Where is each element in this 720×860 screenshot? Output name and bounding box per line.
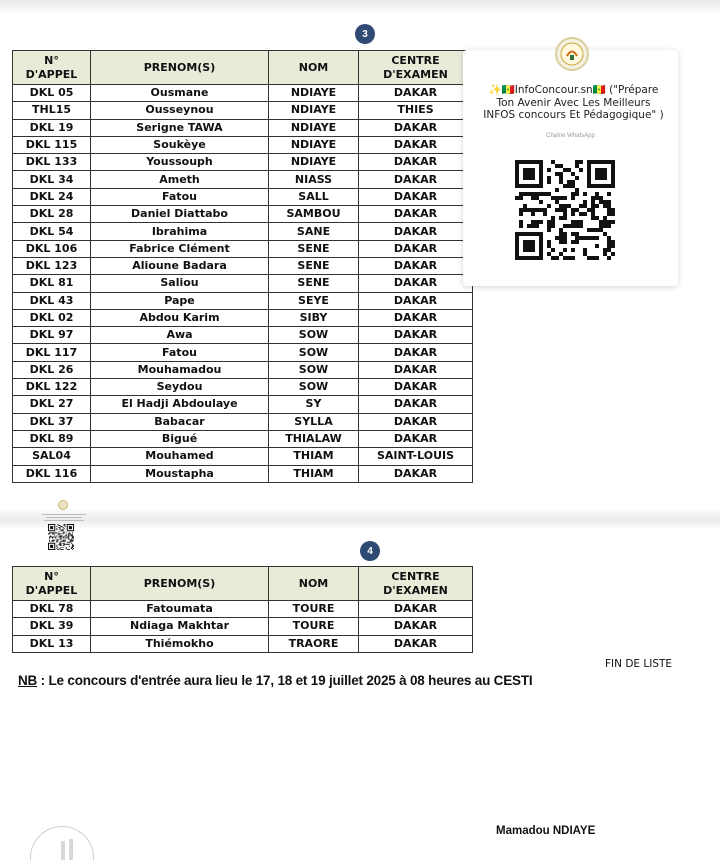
cell-nom: TRAORE: [269, 635, 359, 652]
cell-prenom: Soukèye: [91, 136, 269, 153]
table-row: [13, 344, 473, 361]
table-row: [13, 171, 473, 188]
cell-centre: DAKAR: [359, 635, 473, 652]
cell-centre: DAKAR: [359, 379, 473, 396]
table-row: [13, 309, 473, 326]
table-row: [13, 618, 473, 635]
cell-prenom: Awa: [91, 327, 269, 344]
nb-text: : Le concours d'entrée aura lieu le 17, 18 et 19 juillet 2025 à 08 heures au CESTI: [37, 673, 533, 688]
cell-nom: SENE: [269, 275, 359, 292]
cell-nom: THIALAW: [269, 430, 359, 447]
header-nom: NOM: [269, 51, 359, 85]
cell-appel: DKL 39: [13, 618, 91, 635]
table-body-page4: [13, 601, 473, 653]
table-row: [13, 275, 473, 292]
end-of-list-label: FIN DE LISTE: [605, 658, 673, 670]
cell-prenom: Fabrice Clément: [91, 240, 269, 257]
table-row: [13, 413, 473, 430]
cell-nom: SY: [269, 396, 359, 413]
cell-prenom: Abdou Karim: [91, 309, 269, 326]
cell-appel: DKL 05: [13, 85, 91, 102]
official-stamp-icon: [30, 826, 94, 860]
mini-text-line: [42, 514, 86, 515]
cell-centre: DAKAR: [359, 465, 473, 482]
signature-name: Mamadou NDIAYE: [496, 825, 596, 837]
cell-appel: DKL 115: [13, 136, 91, 153]
mini-promo-card: [38, 500, 90, 550]
header-centre: [359, 51, 473, 85]
page-separator: [0, 508, 720, 530]
cell-appel: DKL 78: [13, 601, 91, 618]
cell-nom: SOW: [269, 327, 359, 344]
mini-text-line: [44, 520, 84, 521]
candidates-table-page4: [12, 566, 473, 653]
cell-appel: DKL 02: [13, 309, 91, 326]
cell-centre: DAKAR: [359, 206, 473, 223]
cell-centre: THIES: [359, 102, 473, 119]
header-appel-line2: D'APPEL: [25, 67, 78, 81]
cell-centre: DAKAR: [359, 240, 473, 257]
cell-prenom: Fatou: [91, 188, 269, 205]
cell-prenom: Saliou: [91, 275, 269, 292]
cell-appel: SAL04: [13, 448, 91, 465]
cell-nom: SAMBOU: [269, 206, 359, 223]
cell-prenom: Moustapha: [91, 465, 269, 482]
table-row: [13, 465, 473, 482]
cell-nom: SYLLA: [269, 413, 359, 430]
cell-nom: SANE: [269, 223, 359, 240]
table-row: [13, 257, 473, 274]
promo-line-2: Ton Avenir Avec Les Meilleurs: [496, 96, 651, 109]
cell-nom: SALL: [269, 188, 359, 205]
cell-centre: DAKAR: [359, 601, 473, 618]
stamp-mark: [69, 839, 73, 860]
cell-nom: THIAM: [269, 448, 359, 465]
cell-centre: DAKAR: [359, 223, 473, 240]
cell-prenom: Thiémokho: [91, 635, 269, 652]
cell-nom: THIAM: [269, 465, 359, 482]
cell-appel: DKL 54: [13, 223, 91, 240]
header-centre: [359, 567, 473, 601]
table-row: [13, 361, 473, 378]
cell-centre: DAKAR: [359, 154, 473, 171]
cell-appel: DKL 123: [13, 257, 91, 274]
cell-nom: NDIAYE: [269, 102, 359, 119]
cell-prenom: Alioune Badara: [91, 257, 269, 274]
table-row: [13, 379, 473, 396]
cell-nom: SOW: [269, 379, 359, 396]
cell-centre: DAKAR: [359, 361, 473, 378]
cell-appel: DKL 106: [13, 240, 91, 257]
table-row: [13, 635, 473, 652]
cell-nom: NDIAYE: [269, 119, 359, 136]
header-centre-line1: CENTRE: [391, 53, 440, 67]
header-nom: NOM: [269, 567, 359, 601]
header-prenom: PRENOM(S): [91, 567, 269, 601]
header-appel-line2: D'APPEL: [25, 583, 78, 597]
cell-prenom: Ameth: [91, 171, 269, 188]
table-row: [13, 85, 473, 102]
exam-date-note: [18, 673, 532, 688]
cell-appel: DKL 19: [13, 119, 91, 136]
cell-prenom: Pape: [91, 292, 269, 309]
cell-appel: DKL 89: [13, 430, 91, 447]
cell-nom: SIBY: [269, 309, 359, 326]
cell-prenom: Ndiaga Makhtar: [91, 618, 269, 635]
cell-centre: DAKAR: [359, 618, 473, 635]
page-number-3: 3: [362, 28, 368, 40]
infoconcours-logo-icon: [555, 37, 589, 71]
cell-centre: SAINT-LOUIS: [359, 448, 473, 465]
cell-appel: DKL 26: [13, 361, 91, 378]
whatsapp-qr-code-icon[interactable]: [515, 160, 615, 260]
cell-prenom: Fatou: [91, 344, 269, 361]
table-header-row: [13, 51, 473, 85]
cell-nom: TOURE: [269, 601, 359, 618]
cell-prenom: Serigne TAWA: [91, 119, 269, 136]
cell-appel: DKL 116: [13, 465, 91, 482]
header-prenom: PRENOM(S): [91, 51, 269, 85]
cell-appel: DKL 133: [13, 154, 91, 171]
table-body-page3: [13, 85, 473, 483]
cell-centre: DAKAR: [359, 344, 473, 361]
mini-logo-icon: [58, 500, 68, 510]
page-number-4: 4: [367, 545, 373, 557]
stamp-mark: [61, 841, 65, 860]
header-centre-line2: D'EXAMEN: [383, 583, 448, 597]
cell-appel: THL15: [13, 102, 91, 119]
table-row: [13, 154, 473, 171]
table-header-row: [13, 567, 473, 601]
cell-centre: DAKAR: [359, 309, 473, 326]
table-row: [13, 119, 473, 136]
promo-line-1: ✨🇸🇳InfoConcour.sn🇸🇳 ("Prépare: [488, 84, 659, 96]
cell-centre: DAKAR: [359, 85, 473, 102]
header-appel: [13, 51, 91, 85]
nb-label: NB: [18, 673, 38, 688]
cell-prenom: Bigué: [91, 430, 269, 447]
header-centre-line2: D'EXAMEN: [383, 67, 448, 81]
cell-prenom: Ousseynou: [91, 102, 269, 119]
cell-centre: DAKAR: [359, 171, 473, 188]
cell-nom: SOW: [269, 344, 359, 361]
table-row: [13, 223, 473, 240]
table-row: [13, 240, 473, 257]
cell-prenom: Ousmane: [91, 85, 269, 102]
cell-nom: NDIAYE: [269, 136, 359, 153]
page-number-badge-4: [360, 541, 380, 561]
cell-nom: SENE: [269, 257, 359, 274]
header-appel-line1: N°: [44, 569, 59, 583]
cell-prenom: Daniel Diattabo: [91, 206, 269, 223]
cell-centre: DAKAR: [359, 188, 473, 205]
cell-centre: DAKAR: [359, 430, 473, 447]
cell-appel: DKL 97: [13, 327, 91, 344]
cell-appel: DKL 43: [13, 292, 91, 309]
cell-prenom: El Hadji Abdoulaye: [91, 396, 269, 413]
table-row: [13, 601, 473, 618]
cell-prenom: Ibrahima: [91, 223, 269, 240]
table-row: [13, 136, 473, 153]
table-row: [13, 102, 473, 119]
cell-nom: SEYE: [269, 292, 359, 309]
candidates-table-page3: [12, 50, 473, 483]
promo-text: [471, 84, 676, 122]
table-row: [13, 206, 473, 223]
cell-centre: DAKAR: [359, 136, 473, 153]
table-row: [13, 292, 473, 309]
cell-centre: DAKAR: [359, 292, 473, 309]
cell-nom: SENE: [269, 240, 359, 257]
cell-appel: DKL 13: [13, 635, 91, 652]
header-centre-line1: CENTRE: [391, 569, 440, 583]
page-top-shadow: [0, 0, 720, 14]
cell-appel: DKL 37: [13, 413, 91, 430]
cell-nom: TOURE: [269, 618, 359, 635]
header-appel: [13, 567, 91, 601]
cell-appel: DKL 34: [13, 171, 91, 188]
cell-nom: NIASS: [269, 171, 359, 188]
table-row: [13, 430, 473, 447]
promo-line-3: INFOS concours Et Pédagogique" ): [483, 109, 664, 121]
table-row: [13, 448, 473, 465]
table-row: [13, 396, 473, 413]
cell-prenom: Mouhamed: [91, 448, 269, 465]
cell-nom: NDIAYE: [269, 154, 359, 171]
cell-prenom: Babacar: [91, 413, 269, 430]
promo-subtitle: Chaîne WhatsApp: [546, 133, 595, 139]
cell-prenom: Mouhamadou: [91, 361, 269, 378]
cell-appel: DKL 117: [13, 344, 91, 361]
cell-centre: DAKAR: [359, 327, 473, 344]
cell-appel: DKL 27: [13, 396, 91, 413]
cell-centre: DAKAR: [359, 119, 473, 136]
cell-appel: DKL 24: [13, 188, 91, 205]
cell-appel: DKL 28: [13, 206, 91, 223]
cell-centre: DAKAR: [359, 275, 473, 292]
cell-centre: DAKAR: [359, 396, 473, 413]
cell-appel: DKL 122: [13, 379, 91, 396]
cell-centre: DAKAR: [359, 257, 473, 274]
cell-prenom: Seydou: [91, 379, 269, 396]
header-appel-line1: N°: [44, 53, 59, 67]
cell-nom: SOW: [269, 361, 359, 378]
cell-prenom: Youssouph: [91, 154, 269, 171]
page-number-badge-3: [355, 24, 375, 44]
cell-prenom: Fatoumata: [91, 601, 269, 618]
cell-appel: DKL 81: [13, 275, 91, 292]
mini-qr-code-icon: [48, 524, 74, 550]
promo-card[interactable]: [463, 50, 678, 286]
table-row: [13, 188, 473, 205]
cell-centre: DAKAR: [359, 413, 473, 430]
cell-nom: NDIAYE: [269, 85, 359, 102]
table-row: [13, 327, 473, 344]
mini-text-line: [46, 517, 82, 518]
